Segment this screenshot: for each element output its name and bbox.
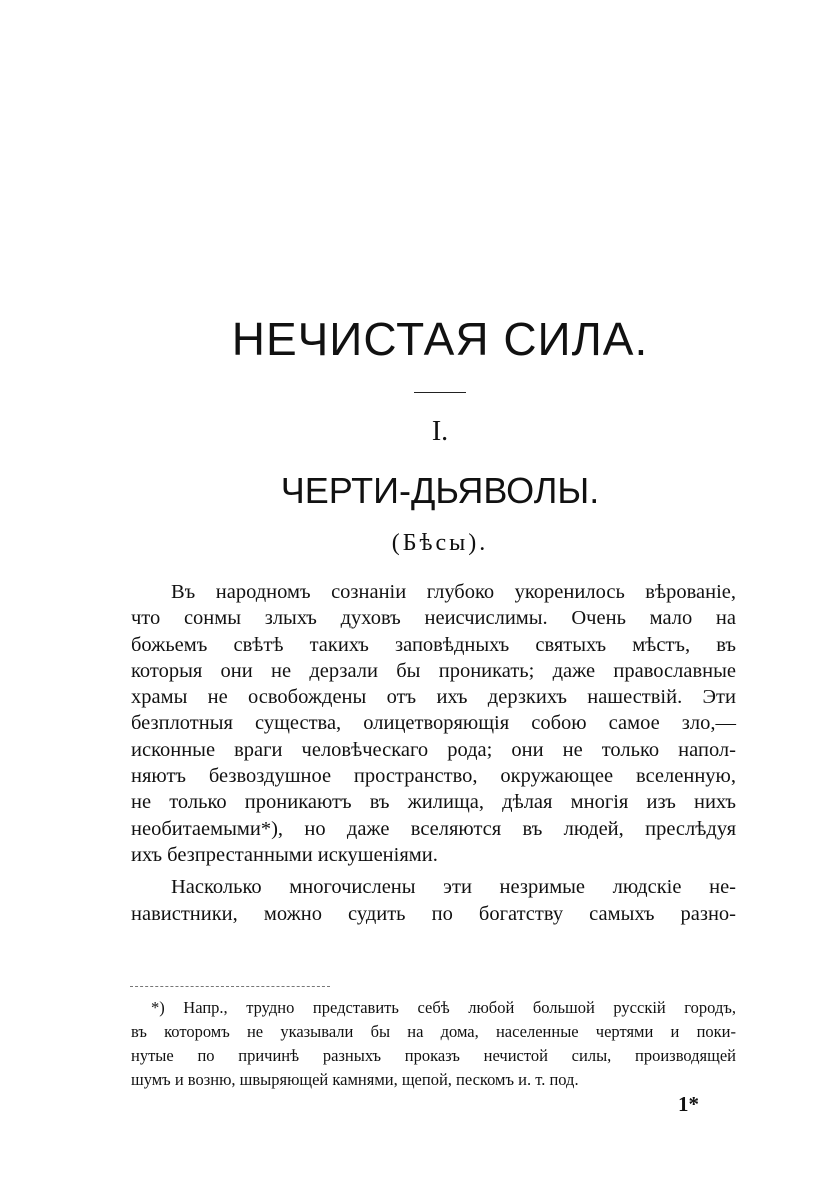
printer-signature-mark: 1*: [678, 1092, 699, 1116]
text-line: Насколько многочислены эти незримые людскіе не-: [171, 876, 736, 899]
chapter-number: I.: [431, 416, 449, 447]
paragraph: [131, 579, 736, 868]
text-line: что сонмы злыхъ духовъ неисчислимы. Очень мало на: [131, 607, 736, 630]
text-line: необитаемыми*), но даже вселяются въ людей, преслѣдуя: [131, 817, 736, 840]
text-line: храмы не освобождены отъ ихъ дерзкихъ нашествій. Эти: [131, 686, 736, 709]
text-line: божьемъ свѣтѣ такихъ заповѣдныхъ святыхъ мѣстъ, въ: [131, 633, 736, 656]
footnote-line: *) Напр., трудно представить себѣ любой большой русскій городъ,: [151, 998, 736, 1017]
text-line: безплотныя существа, олицетворяющія собою самое зло,—: [131, 712, 736, 735]
text-line: исконные враги человѣческаго рода; они не только напол-: [131, 738, 736, 761]
footnote-line: шумъ и возню, швыряющей камнями, щепой, пескомъ и. т. под.: [131, 1070, 579, 1089]
paragraph: [131, 874, 736, 927]
footnote-line: въ которомъ не указывали бы на дома, населенные чертями и поки-: [131, 1022, 736, 1041]
text-line: которыя они не дерзали бы проникать; даже православные: [131, 659, 736, 682]
footnote: [131, 996, 736, 1092]
footnote-divider: [130, 986, 330, 987]
text-line: навистники, можно судить по богатству самыхъ разно-: [131, 902, 736, 925]
chapter-title: ЧЕРТИ-ДЬЯВОЛЫ.: [280, 470, 600, 511]
text-line: Въ народномъ сознаніи глубоко укоренилось вѣрованіе,: [171, 581, 736, 603]
footnote-line: нутые по причинѣ разныхъ проказъ нечистой силы, производящей: [131, 1046, 736, 1065]
text-line: не только проникаютъ въ жилища, дѣлая многія изъ нихъ: [131, 791, 736, 814]
body-text: [131, 579, 736, 927]
title-divider: [414, 392, 466, 393]
chapter-subtitle: (Бѣсы).: [391, 530, 489, 556]
page-title: НЕЧИСТАЯ СИЛА.: [231, 313, 649, 365]
text-line: ихъ безпрестанными искушеніями.: [131, 843, 438, 866]
text-line: няютъ безвоздушное пространство, окружающее вселенную,: [131, 765, 736, 788]
